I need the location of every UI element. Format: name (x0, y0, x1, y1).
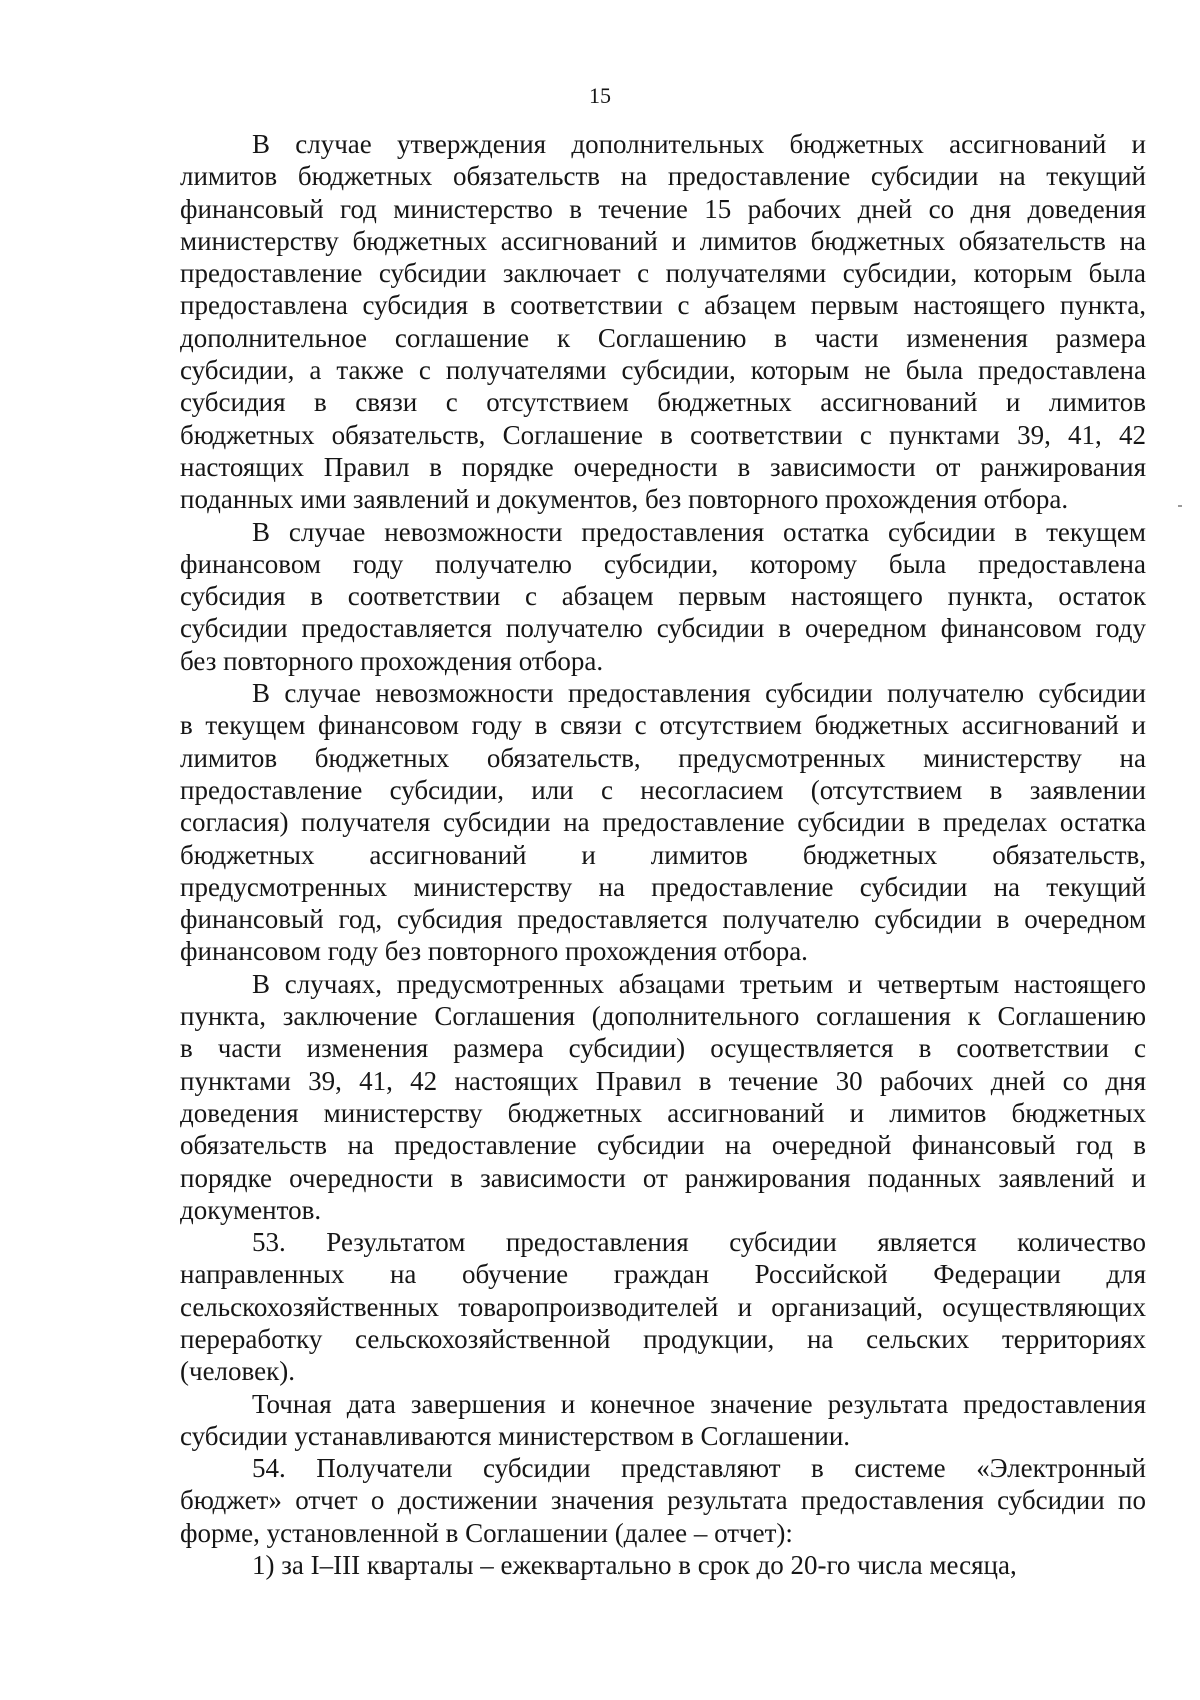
paragraph (180, 128, 1146, 516)
text-line: бюджет» отчет о достижении значения результата предоставления субсидии по (180, 1485, 1146, 1516)
text-line: 1) за I–III кварталы – ежеквартально в срок до 20-го числа месяца, (252, 1550, 1017, 1581)
scan-artifact (1178, 505, 1182, 507)
text-line: финансовом году без повторного прохождения отбора. (180, 936, 808, 967)
text-line: направленных на обучение граждан Российской Федерации для (180, 1259, 1146, 1290)
text-line: доведения министерству бюджетных ассигнований и лимитов бюджетных (180, 1097, 1146, 1128)
text-line: предоставление субсидии, или с несогласием (отсутствием в заявлении (180, 774, 1146, 805)
text-line: порядке очередности в зависимости от ранжирования поданных заявлений и (180, 1162, 1146, 1193)
text-line: В случае невозможности предоставления остатка субсидии в текущем (252, 516, 1146, 547)
text-line: финансовый год, субсидия предоставляется получателю субсидии в очередном (180, 904, 1146, 935)
text-line: обязательств на предоставление субсидии на очередной финансовый год в (180, 1130, 1146, 1161)
text-line: лимитов бюджетных обязательств на предоставление субсидии на текущий (180, 161, 1146, 192)
paragraph (180, 516, 1146, 677)
paragraph (180, 1452, 1146, 1549)
text-line: предусмотренных министерству на предоставление субсидии на текущий (180, 871, 1146, 902)
text-line: пункта, заключение Соглашения (дополнительного соглашения к Соглашению (180, 1001, 1146, 1032)
text-line: предоставление субсидии заключает с получателями субсидии, которым была (180, 258, 1146, 289)
text-line: 54. Получатели субсидии представляют в системе «Электронный (252, 1453, 1146, 1484)
document-body (180, 128, 1146, 1581)
text-line: бюджетных обязательств, Соглашение в соответствии с пунктами 39, 41, 42 (180, 419, 1146, 450)
text-line: без повторного прохождения отбора. (180, 645, 604, 676)
paragraph (180, 677, 1146, 968)
text-line: Точная дата завершения и конечное значение результата предоставления (252, 1388, 1146, 1419)
paragraph (180, 1549, 1146, 1581)
text-line: финансовом году получателю субсидии, которому была предоставлена (180, 548, 1146, 579)
text-line: субсидия в связи с отсутствием бюджетных ассигнований и лимитов (180, 387, 1146, 418)
text-line: настоящих Правил в порядке очередности в зависимости от ранжирования (180, 451, 1146, 482)
text-line: лимитов бюджетных обязательств, предусмотренных министерству на (180, 742, 1146, 773)
text-line: субсидии, а также с получателями субсидии, которым не была предоставлена (180, 355, 1146, 386)
text-line: субсидия в соответствии с абзацем первым настоящего пункта, остаток (180, 581, 1146, 612)
text-line: документов. (180, 1194, 322, 1225)
text-line: сельскохозяйственных товаропроизводителей и организаций, осуществляющих (180, 1291, 1146, 1322)
text-line: (человек). (180, 1356, 295, 1387)
paragraph (180, 1226, 1146, 1387)
text-line: поданных ими заявлений и документов, без повторного прохождения отбора. (180, 484, 1069, 515)
text-line: бюджетных ассигнований и лимитов бюджетных обязательств, (180, 839, 1146, 870)
text-line: субсидии устанавливаются министерством в Соглашении. (180, 1420, 851, 1451)
text-line: в части изменения размера субсидии) осуществляется в соответствии с (180, 1033, 1146, 1064)
text-line: форме, установленной в Соглашении (далее – отчет): (180, 1517, 793, 1548)
text-line: согласия) получателя субсидии на предоставление субсидии в пределах остатка (180, 807, 1146, 838)
text-line: дополнительное соглашение к Соглашению в части изменения размера (180, 322, 1146, 353)
paragraph (180, 1388, 1146, 1453)
text-line: в текущем финансовом году в связи с отсутствием бюджетных ассигнований и (180, 710, 1146, 741)
text-line: В случае утверждения дополнительных бюджетных ассигнований и (252, 129, 1146, 159)
paragraph (180, 968, 1146, 1226)
text-line: субсидии предоставляется получателю субсидии в очередном финансовом году (180, 613, 1146, 644)
text-line: пунктами 39, 41, 42 настоящих Правил в течение 30 рабочих дней со дня (180, 1065, 1146, 1096)
text-line: В случае невозможности предоставления субсидии получателю субсидии (252, 678, 1146, 709)
text-line: предоставлена субсидия в соответствии с абзацем первым настоящего пункта, (180, 290, 1146, 321)
text-line: 53. Результатом предоставления субсидии является количество (252, 1227, 1146, 1258)
text-line: министерству бюджетных ассигнований и лимитов бюджетных обязательств на (180, 225, 1146, 256)
text-line: переработку сельскохозяйственной продукции, на сельских территориях (180, 1323, 1146, 1354)
text-line: В случаях, предусмотренных абзацами третьим и четвертым настоящего (252, 968, 1146, 999)
page-number: 15 (589, 83, 611, 108)
text-line: финансовый год министерство в течение 15 рабочих дней со дня доведения (180, 193, 1146, 224)
